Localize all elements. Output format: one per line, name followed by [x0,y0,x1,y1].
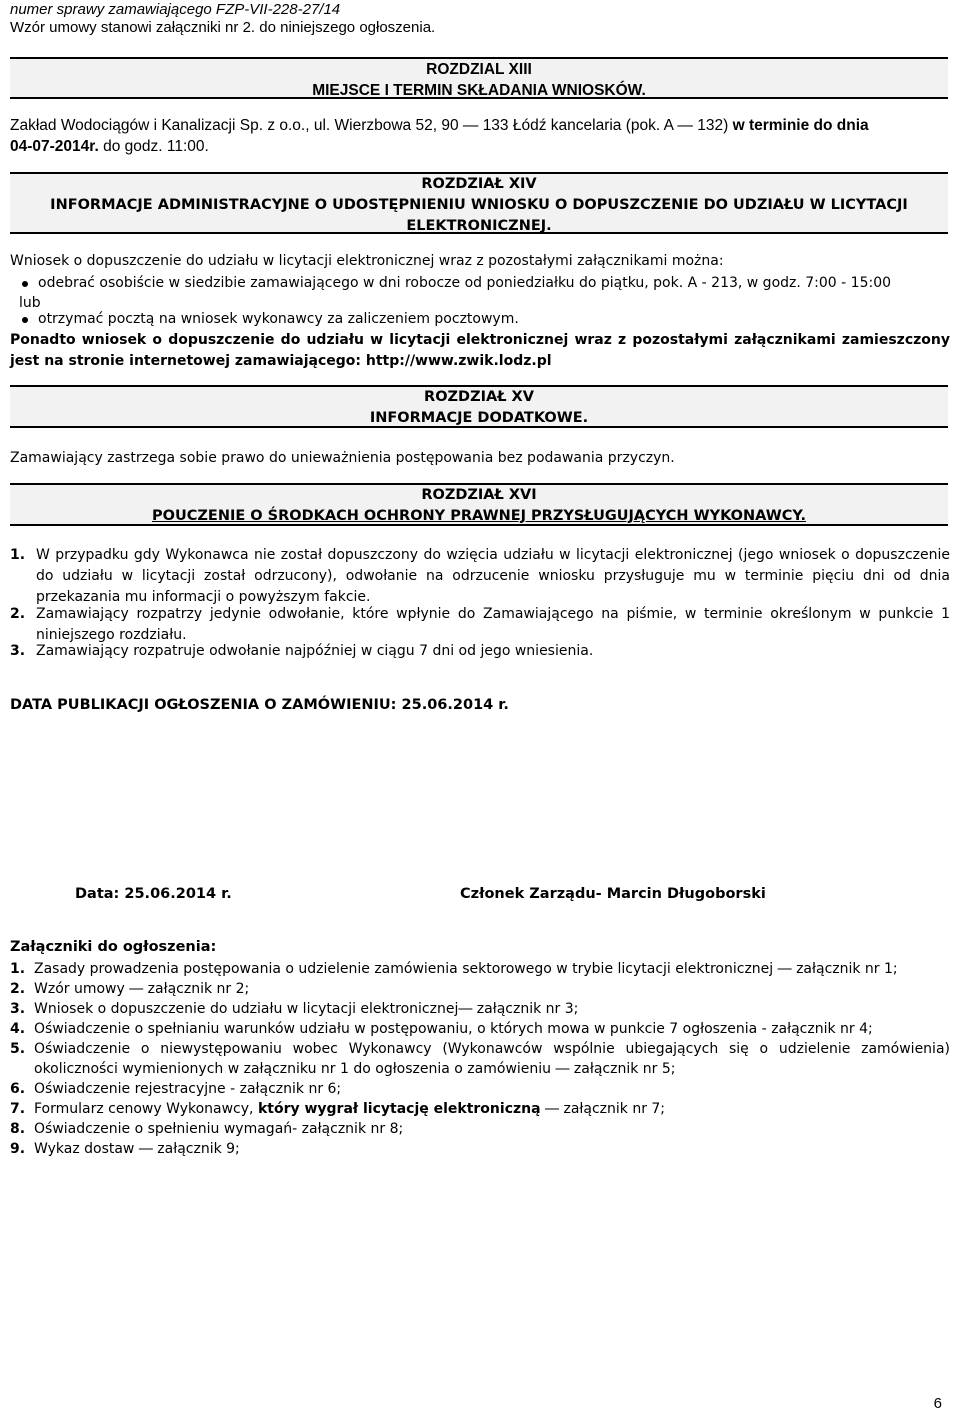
section-16-subtitle: POUCZENIE O ŚRODKACH OCHRONY PRAWNEJ PRZYSŁUGUJĄCYCH WYKONAWCY. [152,508,806,524]
publication-date: DATA PUBLIKACJI OGŁOSZENIA O ZAMÓWIENIU: 25.06.2014 r. [10,697,509,713]
attachments-heading: Załączniki do ogłoszenia: [10,939,217,955]
list-item: 2. Wzór umowy ― załącznik nr 2; [10,981,250,997]
section-14-subtitle: INFORMACJE ADMINISTRACYJNE O UDOSTĘPNIENIU WNIOSKU O DOPUSZCZENIE DO UDZIAŁU W LICYTACJI ELEKTRONICZNEJ. [50,197,908,234]
list-item: 7. Formularz cenowy Wykonawcy, który wygrał licytację elektroniczną ― załącznik nr 7; [10,1101,666,1117]
section-14-title: ROZDZIAŁ XIV [421,176,537,192]
list-item: 2. Zamawiający rozpatrzy jedynie odwołanie, które wpłynie do Zamawiającego na piśmie, w terminie określonym w punkcie 1 niniejszego rozdziału. [10,606,950,643]
section-13-title: ROZDZIAL XIII [426,61,532,78]
section-14-note: Ponadto wniosek o dopuszczenie do udziału w licytacji elektronicznej wraz z pozostałymi załącznikami zamieszczony jest na stronie internetowej zamawiającego: http://www.zwik.lodz.pl [10,332,950,369]
section-14-intro: Wniosek o dopuszczenie do udziału w licytacji elektronicznej wraz z pozostałymi załącznikami można: [10,253,724,269]
or-text: lub [19,295,41,311]
bullet-icon [22,317,28,323]
list-item: 1. Zasady prowadzenia postępowania o udzielenie zamówienia sektorowego w trybie licytacji elektronicznej ― załącznik nr 1; [10,961,898,977]
section-13-text: Zakład Wodociągów i Kanalizacji Sp. z o.o., ul. Wierzbowa 52, 90 ― 133 Łódź kancelaria (pok. A ― 132) w terminie do dnia 04-07-2014r. do godz. 11:00. [10,117,869,155]
section-13-subtitle: MIEJSCE I TERMIN SKŁADANIA WNIOSKÓW. [312,82,646,99]
list-item: 6. Oświadczenie rejestracyjne - załącznik nr 6; [10,1081,342,1097]
list-item: 3. Wniosek o dopuszczenie do udziału w licytacji elektronicznej― załącznik nr 3; [10,1001,579,1017]
list-item: 4. Oświadczenie o spełnianiu warunków udziału w postępowaniu, o których mowa w punkcie 7 ogłoszenia - załącznik nr 4; [10,1021,873,1037]
list-item: 5. Oświadczenie o niewystępowaniu wobec Wykonawcy (Wykonawców wspólnie ubiegających się o udzielenie zamówienia) okoliczności wymienionych w załączniku nr 1 do ogłoszenia o zamówieniu ― załącznik nr 5; [10,1041,950,1077]
list-item: 9. Wykaz dostaw ― załącznik 9; [10,1141,240,1157]
signature-date: Data: 25.06.2014 r. [75,886,232,902]
section-13-header [10,57,948,99]
section-15-text: Zamawiający zastrzega sobie prawo do unieważnienia postępowania bez podawania przyczyn. [10,450,675,466]
list-item: 1. W przypadku gdy Wykonawca nie został dopuszczony do wzięcia udziału w licytacji elektronicznej (jego wniosek o dopuszczenie do udziału w licytacji został odrzucony), odwołanie na odrzucenie wniosku przysługuje mu w terminie pięciu dni od dnia przekazania mu informacji o powyższym fakcie. [10,547,950,605]
section-14-header [10,172,948,234]
bullet-icon [22,281,28,287]
section-15-subtitle: INFORMACJE DODATKOWE. [369,410,589,426]
header-note: Wzór umowy stanowi załączniki nr 2. do niniejszego ogłoszenia. [10,19,436,36]
list-item: 3. Zamawiający rozpatruje odwołanie najpóźniej w ciągu 7 dni od jego wniesienia. [10,643,594,659]
page-number: 6 [933,1395,942,1412]
section-15-title: ROZDZIAŁ XV [424,389,534,405]
section-16-title: ROZDZIAŁ XVI [421,487,537,503]
section-16-header [10,483,948,526]
section-15-header [10,385,948,428]
list-item: 8. Oświadczenie o spełnieniu wymagań- załącznik nr 8; [10,1121,404,1137]
signatory: Członek Zarządu- Marcin Długoborski [460,886,766,902]
case-number: numer sprawy zamawiającego FZP-VII-228-27/14 [10,1,341,18]
